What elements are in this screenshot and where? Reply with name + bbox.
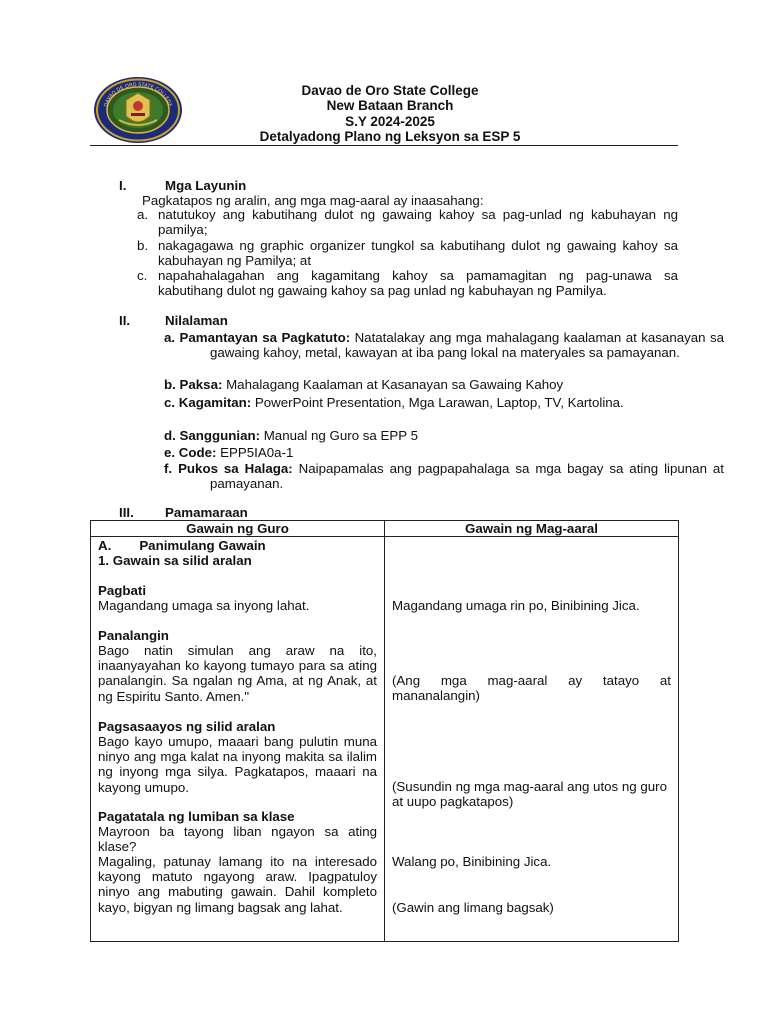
nilalaman-item-paksa: [164, 377, 724, 392]
document-header: [190, 83, 590, 144]
lumiban-response: Walang po, Binibining Jica.: [392, 854, 552, 869]
header-divider: [90, 145, 678, 146]
panalangin-heading: Panalangin: [98, 628, 169, 643]
section-title-pamamaraan: Pamamaraan: [165, 505, 248, 520]
pagbati-response: Magandang umaga rin po, Binibining Jica.: [392, 598, 640, 613]
teacher-activities-cell: [91, 537, 385, 942]
panalangin-text: Bago natin simulan ang araw na ito, inaanyayahan ko kayong tumayo para sa ating panalangin. Sa ngalan ng Ama, at ng Anak, at ng Espiritu Santo. Amen.": [98, 643, 377, 704]
nilalaman-item-pukos: [164, 461, 724, 491]
item-letter: b.: [137, 238, 149, 253]
lumiban-heading: Pagatatala ng lumiban sa klase: [98, 809, 295, 824]
procedure-table: [90, 520, 679, 942]
item-label: f. Pukos sa Halaga:: [164, 461, 293, 476]
pagbati-text: Magandang umaga sa inyong lahat.: [98, 598, 310, 613]
item-text: Natatalakay ang mga mahalagang kaalaman at kasanayan sa gawaing kahoy, metal, kawayan at iba pang lokal na materyales sa pamayanan.: [210, 330, 724, 361]
item-label: a. Pamantayan sa Pagkatuto:: [164, 330, 351, 345]
section-number-pamamaraan: III.: [119, 505, 134, 520]
item-text: EPP5IA0a-1: [220, 445, 294, 460]
gawain-subheading: 1. Gawain sa silid aralan: [98, 553, 252, 568]
student-activities-cell: [385, 537, 679, 942]
item-text: nakagagawa ng graphic organizer tungkol sa kabutihang dulot ng gawaing kahoy sa kabuhayan ng Pamilya; at: [158, 238, 678, 269]
item-label: d. Sanggunian:: [164, 428, 261, 443]
panimulang-gawain-heading: A. Panimulang Gawain: [98, 538, 266, 553]
bagsak-response: (Gawin ang limang bagsak): [392, 900, 554, 915]
nilalaman-item-kagamitan: [164, 395, 724, 410]
nilalaman-item-code: [164, 445, 724, 460]
item-label: e. Code:: [164, 445, 217, 460]
nilalaman-item-sanggunian: [164, 428, 724, 443]
item-letter: a.: [137, 207, 149, 222]
school-name: Davao de Oro State College: [301, 83, 479, 98]
column-header-guro: Gawain ng Guro: [91, 521, 385, 537]
lumiban-text: Magaling, patunay lamang ito na interesado kayong matuto ngayong araw. Ipagpatuloy ninyo ang mabuting gawain. Dahil kompleto kayo, bigyan ng limang bagsak ang lahat.: [98, 854, 377, 915]
item-text: Naipapamalas ang pagpapahalaga sa mga bagay sa ating lipunan at pamayanan.: [210, 461, 724, 492]
pagsasaayos-response: (Susundin ng mga mag-aaral ang utos ng guro at uupo pagkatapos): [392, 779, 667, 810]
section-title-layunin: Mga Layunin: [165, 178, 247, 193]
section-title-nilalaman: Nilalaman: [165, 313, 228, 328]
section-number-layunin: I.: [119, 178, 127, 193]
lumiban-question: Mayroon ba tayong liban ngayon sa ating klase?: [98, 824, 377, 855]
panalangin-response: (Ang mga mag-aaral ay tatayo at mananalangin): [392, 673, 671, 704]
college-seal-logo: [93, 76, 183, 144]
item-text: napahahalagahan ang kagamitang kahoy sa pamamagitan ng pag-unawa sa kabutihang dulot ng gawaing kahoy sa pag unlad ng kabuhayan ng Pamilya.: [158, 268, 678, 299]
pagsasaayos-heading: Pagsasaayos ng silid aralan: [98, 719, 276, 734]
pagbati-heading: Pagbati: [98, 583, 147, 598]
college-seal-icon: [93, 76, 183, 144]
school-year: S.Y 2024-2025: [345, 113, 435, 129]
layunin-intro: Pagkatapos ng aralin, ang mga mag-aaral ay inaasahang:: [142, 193, 484, 208]
item-text: natutukoy ang kabutihang dulot ng gawaing kahoy sa pag-unlad ng kabuhayan ng pamilya;: [158, 207, 678, 238]
item-text: Mahalagang Kaalaman at Kasanayan sa Gawaing Kahoy: [226, 377, 564, 392]
item-label: b. Paksa:: [164, 377, 223, 392]
branch-name: New Bataan Branch: [326, 98, 454, 114]
nilalaman-item-pamantayan: [164, 330, 724, 360]
section-number-nilalaman: II.: [119, 313, 131, 328]
item-text: PowerPoint Presentation, Mga Larawan, Laptop, TV, Kartolina.: [254, 395, 624, 410]
column-header-magaaral: Gawain ng Mag-aaral: [385, 521, 679, 537]
document-title: Detalyadong Plano ng Leksyon sa ESP 5: [259, 128, 521, 144]
item-label: c. Kagamitan:: [164, 395, 252, 410]
item-text: Manual ng Guro sa EPP 5: [263, 428, 418, 443]
pagsasaayos-text: Bago kayo umupo, maaari bang pulutin muna ninyo ang mga kalat na inyong makita sa ilalim ng inyong mga silya. Pagkatapos, maaari na kayong umupo.: [98, 734, 377, 795]
seal-ring-text: DAVAO DE ORO STATE COLLEGE: [103, 81, 173, 108]
item-letter: c.: [137, 268, 148, 283]
